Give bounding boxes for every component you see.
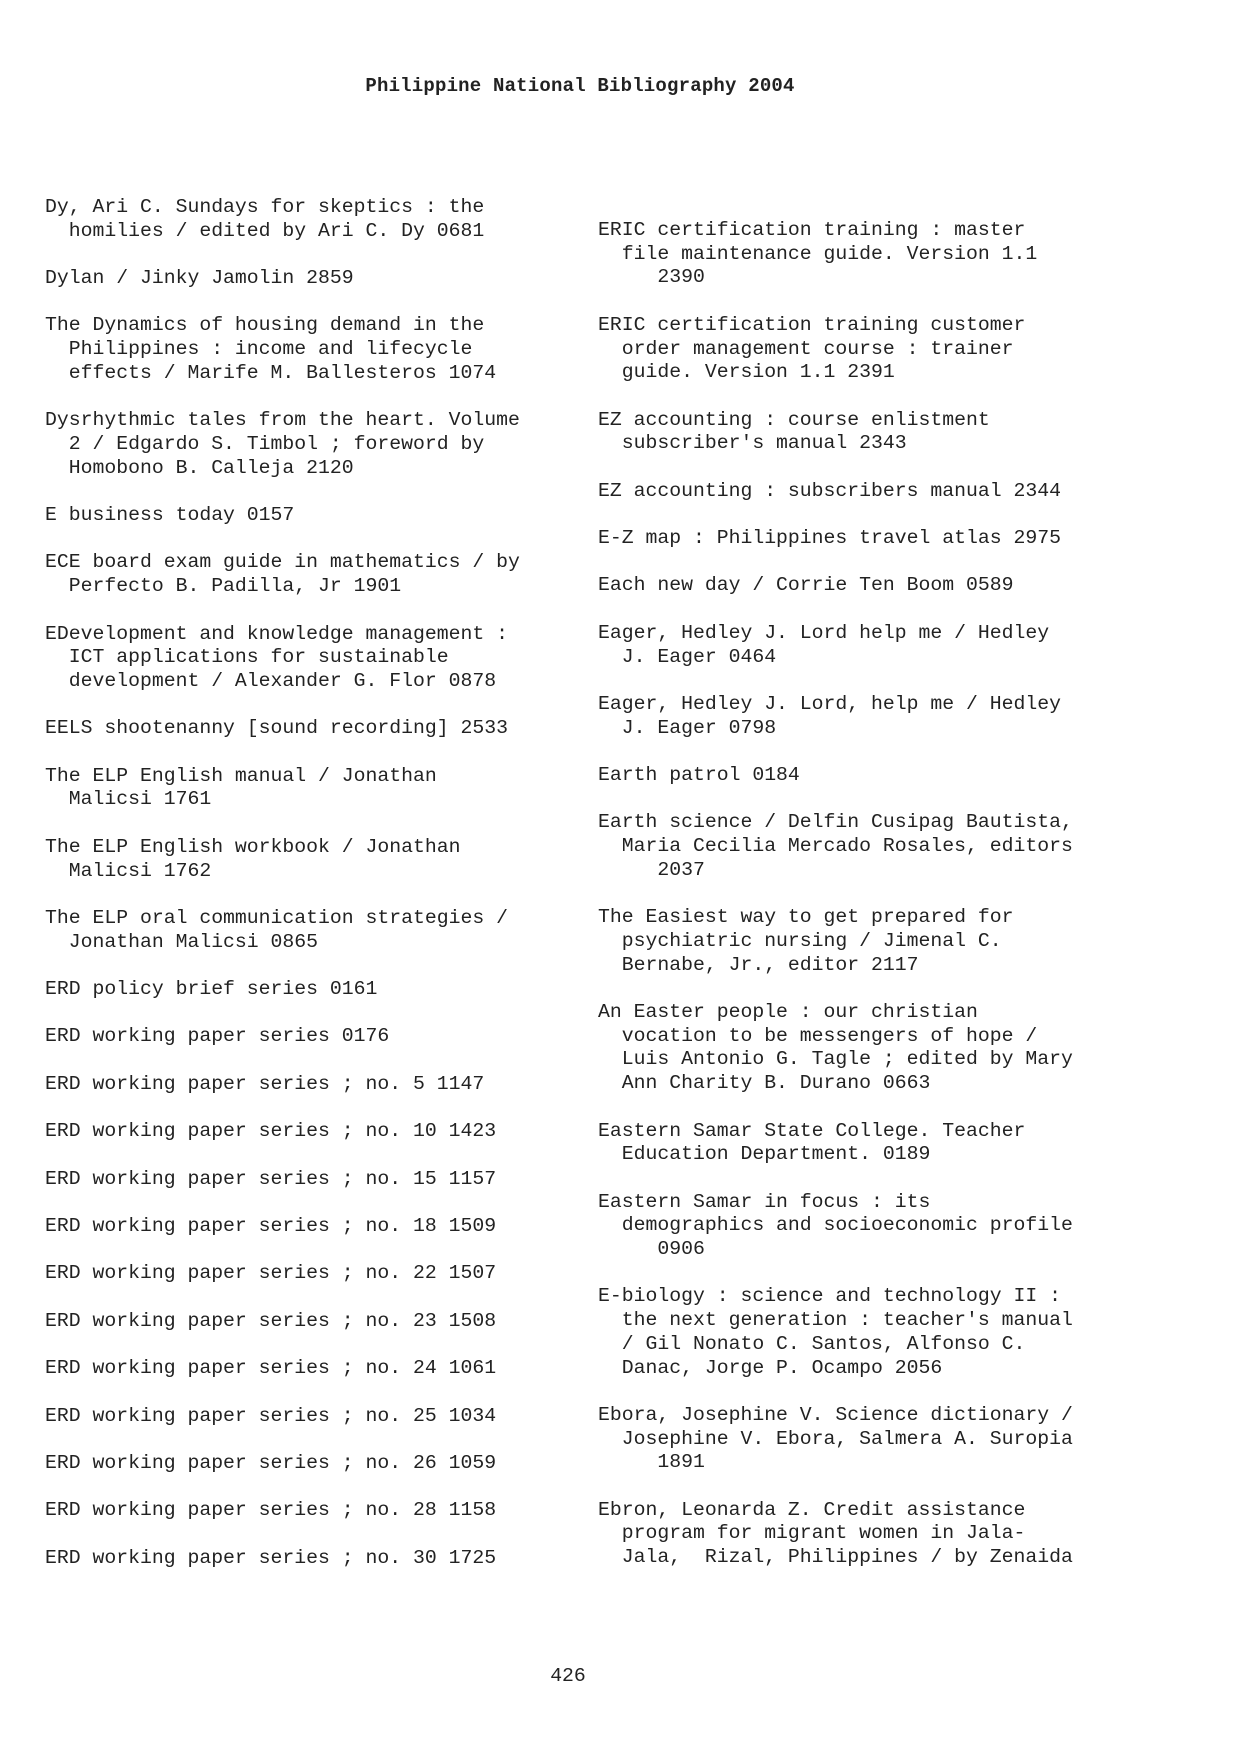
bibliography-entry: Dy, Ari C. Sundays for skeptics : the homilies / edited by Ari C. Dy 0681	[45, 196, 485, 242]
bibliography-entry: Earth science / Delfin Cusipag Bautista, Maria Cecilia Mercado Rosales, editors 2037	[598, 811, 1073, 881]
bibliography-entry: Ebron, Leonarda Z. Credit assistance program for migrant women in Jala- Jala, Rizal, Philippines / by Zenaida	[598, 1498, 1073, 1569]
bibliography-entry: ERIC certification training customer order management course : trainer guide. Version 1.1 2391	[598, 313, 1026, 384]
page-number: 426	[550, 1665, 586, 1687]
bibliography-entry: The ELP English workbook / Jonathan Malicsi 1762	[45, 835, 461, 882]
left-column	[45, 196, 585, 1594]
bibliography-entry: The Dynamics of housing demand in the Philippines : income and lifecycle effects / Marife M. Ballesteros 1074	[45, 314, 497, 384]
bibliography-entry: Eager, Hedley J. Lord help me / Hedley J. Eager 0464	[598, 621, 1050, 668]
bibliography-entry: ERD working paper series ; no. 24 1061	[45, 1357, 497, 1380]
page-title: Philippine National Bibliography 2004	[365, 75, 795, 97]
bibliography-entry: EDevelopment and knowledge management : ICT applications for sustainable development / Alexander G. Flor 0878	[45, 622, 508, 692]
bibliography-entry: E-biology : science and technology II : the next generation : teacher's manual / Gil Nonato C. Santos, Alfonso C. Danac, Jorge P. Ocampo 2056	[598, 1285, 1073, 1379]
bibliography-entry: ERD working paper series ; no. 10 1423	[45, 1120, 497, 1143]
bibliography-entry: The Easiest way to get prepared for psychiatric nursing / Jimenal C. Bernabe, Jr., editor 2117	[598, 906, 1014, 976]
bibliography-entry: ERD policy brief series 0161	[45, 978, 378, 1001]
bibliography-entry: Each new day / Corrie Ten Boom 0589	[598, 574, 1014, 597]
bibliography-entry: ERD working paper series 0176	[45, 1025, 390, 1048]
bibliography-entry: ERIC certification training : master file maintenance guide. Version 1.1 2390	[598, 219, 1038, 289]
bibliography-entry: ERD working paper series ; no. 22 1507	[45, 1262, 497, 1285]
bibliography-entry: ERD working paper series ; no. 30 1725	[45, 1546, 497, 1569]
bibliography-entry: Eastern Samar in focus : its demographics and socioeconomic profile 0906	[598, 1190, 1073, 1261]
bibliography-entry: EZ accounting : course enlistment subscriber's manual 2343	[598, 408, 990, 455]
bibliography-entry: ERD working paper series ; no. 5 1147	[45, 1072, 485, 1095]
bibliography-entry: An Easter people : our christian vocation to be messengers of hope / Luis Antonio G. Tagle ; edited by Mary Ann Charity B. Durano 0663	[598, 1001, 1073, 1095]
bibliography-entry: The ELP oral communication strategies / Jonathan Malicsi 0865	[45, 906, 508, 953]
bibliography-entry: Earth patrol 0184	[598, 764, 800, 787]
bibliography-entry: Ebora, Josephine V. Science dictionary / Josephine V. Ebora, Salmera A. Suropia 1891	[598, 1403, 1073, 1474]
bibliography-entry: Dysrhythmic tales from the heart. Volume 2 / Edgardo S. Timbol ; foreword by Homobono B. Calleja 2120	[45, 409, 520, 479]
bibliography-entry: ERD working paper series ; no. 23 1508	[45, 1309, 497, 1332]
bibliography-entry: ERD working paper series ; no. 28 1158	[45, 1499, 497, 1522]
bibliography-entry: ERD working paper series ; no. 18 1509	[45, 1214, 497, 1237]
right-column	[598, 219, 1158, 1594]
bibliography-entry: Eastern Samar State College. Teacher Education Department. 0189	[598, 1119, 1026, 1166]
bibliography-entry: Eager, Hedley J. Lord, help me / Hedley J. Eager 0798	[598, 692, 1061, 739]
bibliography-entry: ECE board exam guide in mathematics / by Perfecto B. Padilla, Jr 1901	[45, 551, 520, 598]
bibliography-entry: The ELP English manual / Jonathan Malicsi 1761	[45, 764, 437, 811]
bibliography-entry: E-Z map : Philippines travel atlas 2975	[598, 527, 1061, 550]
bibliography-entry: ERD working paper series ; no. 26 1059	[45, 1451, 497, 1474]
bibliography-entry: E business today 0157	[45, 504, 295, 527]
bibliography-entry: Dylan / Jinky Jamolin 2859	[45, 267, 354, 290]
bibliography-entry: ERD working paper series ; no. 15 1157	[45, 1167, 497, 1190]
bibliography-entry: ERD working paper series ; no. 25 1034	[45, 1404, 497, 1427]
bibliography-entry: EZ accounting : subscribers manual 2344	[598, 479, 1061, 502]
bibliography-entry: EELS shootenanny [sound recording] 2533	[45, 717, 508, 740]
